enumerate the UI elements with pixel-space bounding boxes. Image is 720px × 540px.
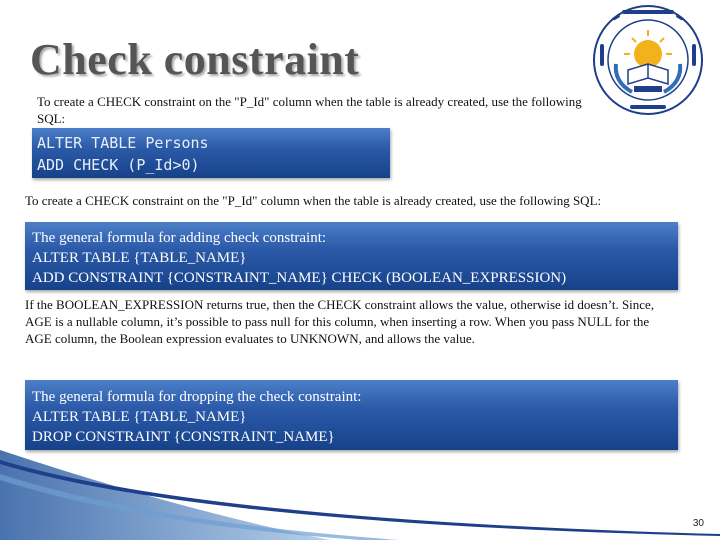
intro-text: To create a CHECK constraint on the "P_Id" column when the table is already created, use the following SQL: — [37, 94, 582, 126]
page-number: 30 — [692, 518, 704, 529]
drop-formula-block — [25, 380, 678, 450]
add-formula-line-3: ADD CONSTRAINT {CONSTRAINT_NAME} CHECK (BOOLEAN_EXPRESSION) — [32, 270, 567, 286]
bottom-wave-decoration — [0, 450, 720, 540]
add-formula-heading: The general formula for adding check constraint: — [32, 230, 327, 246]
drop-formula-heading: The general formula for dropping the check constraint: — [32, 389, 362, 405]
second-text: To create a CHECK constraint on the "P_Id" column when the table is already created, use the following SQL: — [25, 193, 602, 208]
add-formula-line-2: ALTER TABLE {TABLE_NAME} — [32, 250, 247, 266]
slide-title: Check constraint — [30, 35, 360, 84]
drop-formula-line-3: DROP CONSTRAINT {CONSTRAINT_NAME} — [32, 429, 335, 445]
explanation-text: If the BOOLEAN_EXPRESSION returns true, then the CHECK constraint allows the value, otherwise id doesn’t. Since, AGE is a nullable column, it’s possible to pass null for this column, when inserting a row. When you pass NULL for the AGE column, the Boolean expression evaluates to UNKNOWN, and allows the value. — [25, 297, 655, 346]
drop-formula-line-2: ALTER TABLE {TABLE_NAME} — [32, 409, 247, 425]
sql-code-block — [32, 128, 390, 178]
add-formula-block — [25, 222, 678, 290]
code-line-2: ADD CHECK (P_Id>0) — [37, 156, 200, 174]
code-line-1: ALTER TABLE Persons — [37, 134, 209, 152]
institute-seal-icon — [592, 4, 704, 116]
